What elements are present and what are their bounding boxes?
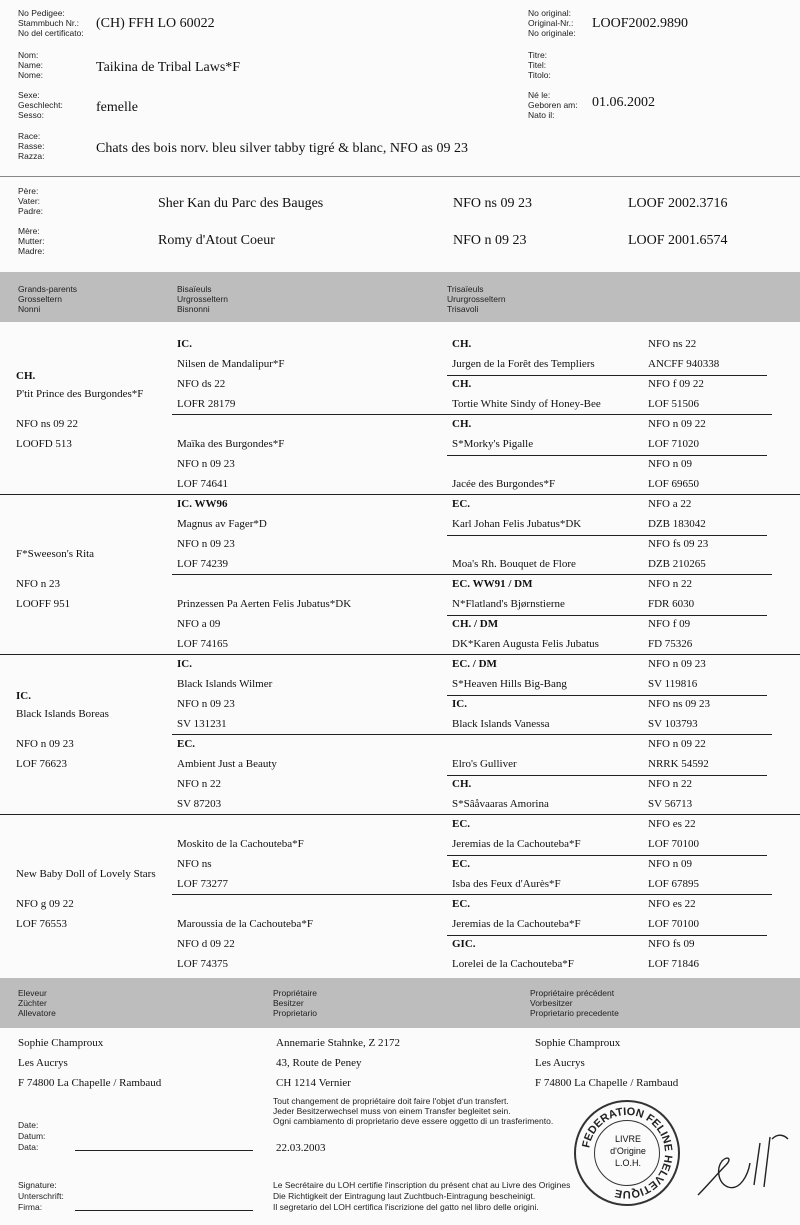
breeder-label-it: Allevatore [18,1008,56,1018]
ggg-parent-name: S*Morky's Pigalle [452,438,534,450]
great-grandparent-registration: LOF 74239 [177,558,229,570]
mother-registration: LOOF 2001.6574 [628,233,728,248]
name-label-de: Name: [18,60,44,70]
stamp-ring-text: FEDERATION FELINE HELVETIQUE [580,1105,675,1201]
owner-line-2: 43, Route de Peney [276,1057,362,1069]
grandparent-title: IC. [16,690,31,702]
grandparent-title: CH. [16,370,36,382]
date-label-it: Data: [18,1142,39,1152]
prev-owner-label-fr: Propriétaire précédent [530,988,615,998]
grandparent-name: Black Islands Boreas [16,708,109,720]
race-label-de: Rasse: [18,141,45,151]
certify-note-fr: Le Secrétaire du LOH certifie l'inscription du présent chat au Livre des Origines [273,1180,571,1190]
grandparent-block-divider [0,494,800,495]
great-grandparent-registration: LOF 74375 [177,958,229,970]
signature-label-fr: Signature: [18,1180,57,1190]
race-label-fr: Race: [18,131,41,141]
date-line [75,1150,253,1151]
prev-owner-line-1: Sophie Champroux [535,1037,621,1049]
mother-ems: NFO n 09 23 [453,233,527,248]
great-grandparent-name: Black Islands Wilmer [177,678,273,690]
transfer-note-fr: Tout changement de propriétaire doit faire l'objet d'un transfert. [273,1096,509,1106]
ggg-parent-title: EC. [452,818,471,830]
gp-label-fr: Grands-parents [18,284,78,294]
ggg-parent-ems: NFO n 09 22 [648,418,706,430]
header-divider [0,176,800,177]
ggg-parent-divider [447,535,767,536]
ggg-parent-ems: NFO n 09 [648,858,693,870]
owner-label-it: Proprietario [273,1008,317,1018]
great-grandparent-name: Maroussia de la Cachouteba*F [177,918,313,930]
sex-label-fr: Sexe: [18,90,40,100]
great-grandparent-ems: NFO a 09 [177,618,221,630]
grandparent-block-divider [0,814,800,815]
ggg-parent-name: N*Flatland's Bjørnstierne [452,598,565,610]
great-grandparent-name: Prinzessen Pa Aerten Felis Jubatus*DK [177,598,352,610]
original-label-it: No originale: [528,28,576,38]
ggg-parent-title: CH. / DM [452,618,499,630]
transfer-note-de: Jeder Besitzerwechsel muss von einem Transfer begleitet sein. [273,1106,511,1116]
grandparent-name: P'tit Prince des Burgondes*F [16,388,144,400]
ggg-parent-registration: SV 119816 [648,678,698,690]
ggg-parent-divider [447,935,767,936]
pedigree-label-de: Stammbuch Nr.: [18,18,79,28]
ggg-parent-registration: DZB 183042 [648,518,706,530]
grandparent-name: F*Sweeson's Rita [16,548,95,560]
grandparent-ems: NFO g 09 22 [16,898,74,910]
breeder-label-de: Züchter [18,998,47,1008]
ggg-parent-ems: NFO ns 22 [648,338,697,350]
ggg-parent-ems: NFO n 22 [648,578,693,590]
ggg-parent-title: EC. / DM [452,658,497,670]
great-grandparent-registration: LOF 74641 [177,478,229,490]
name-label-fr: Nom: [18,50,39,60]
stamp-text-1: LIVRE [614,1134,641,1144]
owner-label-fr: Propriétaire [273,988,317,998]
ggg-parent-name: Jurgen de la Forêt des Templiers [452,358,595,370]
cat-sex: femelle [96,100,138,115]
stamp-inner-circle [594,1120,660,1186]
ggg-parent-title: IC. [452,698,467,710]
title-label-fr: Titre: [528,50,548,60]
great-grandparent-registration: SV 87203 [177,798,222,810]
great-grandparent-name: Maïka des Burgondes*F [177,438,285,450]
great-grandparent-ems: NFO n 09 23 [177,698,235,710]
great-grandparent-registration: SV 131231 [177,718,227,730]
pedigree-label-fr: No Pedigee: [18,8,65,18]
ggg-parent-registration: SV 103793 [648,718,698,730]
ggg-parent-divider [447,695,767,696]
ggg-parent-ems: NFO ns 09 23 [648,698,711,710]
ggg-parent-registration: DZB 210265 [648,558,706,570]
ggg-parent-registration: LOF 51506 [648,398,700,410]
ggg-parent-ems: NFO n 09 22 [648,738,706,750]
date-label-fr: Date: [18,1120,39,1130]
grandparent-ems: NFO ns 09 22 [16,418,79,430]
ggg-parent-divider [447,775,767,776]
ggg-parent-registration: LOF 71020 [648,438,700,450]
grandparent-registration: LOOFD 513 [16,438,72,450]
ggg-parent-name: Lorelei de la Cachouteba*F [452,958,574,970]
ggg-parent-name: Elro's Gulliver [452,758,517,770]
great-grandparent-ems: NFO n 09 23 [177,458,235,470]
ggg-parent-registration: LOF 71846 [648,958,700,970]
great-grandparent-name: Magnus av Fager*D [177,518,267,530]
mother-label-fr: Mère: [18,226,40,236]
father-label-it: Padre: [18,206,44,216]
race-label-it: Razza: [18,151,45,161]
ggg-parent-ems: NFO n 09 [648,458,693,470]
breeder-label-fr: Eleveur [18,988,47,998]
grandparent-ems: NFO n 23 [16,578,61,590]
stamp-text-2: d'Origine [610,1146,646,1156]
ggg-parent-registration: LOF 67895 [648,878,700,890]
handwritten-signature [688,1125,793,1210]
great-grandparent-divider [172,414,772,415]
father-name: Sher Kan du Parc des Bauges [158,196,324,211]
great-grandparent-registration: LOF 74165 [177,638,229,650]
ggg-parent-name: DK*Karen Augusta Felis Jubatus [452,638,599,650]
father-registration: LOOF 2002.3716 [628,196,728,211]
ggg-parent-registration: FD 75326 [648,638,693,650]
ggg-parent-ems: NFO n 09 23 [648,658,706,670]
great-grandparent-name: Ambient Just a Beauty [177,758,277,770]
mother-label-de: Mutter: [18,236,45,246]
father-ems: NFO ns 09 23 [453,196,532,211]
grandparent-registration: LOF 76623 [16,758,68,770]
pedigree-label-it: No del certificato: [18,28,84,38]
certify-note-de: Die Richtigkeit der Eintragung laut Zuchtbuch-Eintragung bescheinigt. [273,1191,536,1201]
issue-date: 22.03.2003 [276,1142,326,1154]
great-grandparent-title: IC. [177,338,192,350]
ggp-label-it: Bisnonni [177,304,210,314]
great-grandparent-divider [172,734,772,735]
gp-label-de: Grosseltern [18,294,62,304]
signature-line [75,1210,253,1211]
breeder-line-3: F 74800 La Chapelle / Rambaud [18,1077,162,1089]
grandparent-registration: LOOFF 951 [16,598,71,610]
certify-note-it: Il segretario del LOH certifica l'iscrizione del gatto nel libro delle origini. [273,1202,539,1212]
prev-owner-label-it: Proprietario precedente [530,1008,619,1018]
ggg-parent-registration: ANCFF 940338 [648,358,720,370]
great-grandparent-ems: NFO n 09 23 [177,538,235,550]
ggp-label-fr: Bisaïeuls [177,284,212,294]
ggg-parent-name: Tortie White Sindy of Honey-Bee [452,398,601,410]
grandparent-registration: LOF 76553 [16,918,68,930]
ggp-label-de: Urgrosseltern [177,294,229,304]
cat-name: Taikina de Tribal Laws*F [96,60,241,75]
ggg-parent-title: CH. [452,418,472,430]
ggg-parent-name: S*Heaven Hills Big-Bang [452,678,567,690]
sex-label-de: Geschlecht: [18,100,63,110]
ggg-parent-registration: SV 56713 [648,798,693,810]
ggg-parent-title: CH. [452,338,472,350]
mother-name: Romy d'Atout Coeur [158,233,275,248]
great-grandparent-title: EC. [177,738,196,750]
breeder-line-1: Sophie Champroux [18,1037,104,1049]
gp-label-it: Nonni [18,304,41,314]
ggg-parent-name: Moa's Rh. Bouquet de Flore [452,558,576,570]
signature-label-de: Unterschrift: [18,1191,64,1201]
ggg-parent-registration: NRRK 54592 [648,758,709,770]
great-grandparent-ems: NFO d 09 22 [177,938,235,950]
ggg-parent-ems: NFO f 09 22 [648,378,704,390]
title-label-it: Titolo: [528,70,551,80]
born-label-fr: Né le: [528,90,551,100]
ggg-parent-ems: NFO fs 09 [648,938,695,950]
title-label-de: Titel: [528,60,547,70]
sex-label-it: Sesso: [18,110,44,120]
ggg-parent-name: Jacée des Burgondes*F [452,478,556,490]
owner-line-3: CH 1214 Vernier [276,1077,351,1089]
grandparent-ems: NFO n 09 23 [16,738,74,750]
birth-date: 01.06.2002 [592,95,655,110]
footer-header-band [0,978,800,1028]
ggg-parent-divider [447,615,767,616]
ggg-parent-name: Black Islands Vanessa [452,718,550,730]
ggg-parent-name: Karl Johan Felis Jubatus*DK [452,518,582,530]
owner-line-1: Annemarie Stahnke, Z 2172 [276,1037,401,1049]
great-grandparent-divider [172,574,772,575]
ggg-parent-registration: LOF 69650 [648,478,700,490]
ggg-parent-title: EC. [452,858,471,870]
ggg-parent-registration: FDR 6030 [648,598,695,610]
gggp-label-de: Ururgrosseltern [447,294,506,304]
ggg-parent-title: CH. [452,378,472,390]
ggg-parent-title: EC. [452,898,471,910]
ggg-parent-divider [447,375,767,376]
breeder-line-2: Les Aucrys [18,1057,68,1069]
ggg-parent-title: GIC. [452,938,476,950]
name-label-it: Nome: [18,70,44,80]
breed-description: Chats des bois norv. bleu silver tabby tigré & blanc, NFO as 09 23 [96,141,468,156]
prev-owner-line-3: F 74800 La Chapelle / Rambaud [535,1077,679,1089]
gggp-label-it: Trisavoli [447,304,479,314]
ancestry-header-band [0,272,800,322]
ggg-parent-registration: LOF 70100 [648,918,700,930]
ggg-parent-title: EC. [452,498,471,510]
transfer-note-it: Ogni cambiamento di proprietario deve essere oggetto di un trasferimento. [273,1116,554,1126]
signature-label-it: Firma: [18,1202,43,1212]
original-label-fr: No original: [528,8,571,18]
ggg-parent-ems: NFO fs 09 23 [648,538,709,550]
great-grandparent-registration: LOF 73277 [177,878,229,890]
ggg-parent-name: S*Sâåvaaras Amorina [452,798,549,810]
pedigree-number: (CH) FFH LO 60022 [96,16,215,31]
great-grandparent-title: IC. WW96 [177,498,228,510]
great-grandparent-name: Moskito de la Cachouteba*F [177,838,304,850]
ggg-parent-registration: LOF 70100 [648,838,700,850]
ggg-parent-title: EC. WW91 / DM [452,578,533,590]
original-label-de: Original-Nr.: [528,18,574,28]
father-label-fr: Père: [18,186,39,196]
ggg-parent-ems: NFO es 22 [648,818,696,830]
ggg-parent-ems: NFO es 22 [648,898,696,910]
gggp-label-fr: Trisaïeuls [447,284,484,294]
official-stamp [574,1100,680,1206]
great-grandparent-registration: LOFR 28179 [177,398,236,410]
great-grandparent-ems: NFO ns [177,858,212,870]
great-grandparent-ems: NFO n 22 [177,778,222,790]
grandparent-name: New Baby Doll of Lovely Stars [16,868,156,880]
grandparent-block-divider [0,654,800,655]
ggg-parent-divider [447,855,767,856]
great-grandparent-name: Nilsen de Mandalipur*F [177,358,285,370]
ggg-parent-title: CH. [452,778,472,790]
ggg-parent-ems: NFO a 22 [648,498,692,510]
prev-owner-label-de: Vorbesitzer [530,998,573,1008]
ggg-parent-name: Jeremias de la Cachouteba*F [452,838,581,850]
father-label-de: Vater: [18,196,41,206]
ggg-parent-ems: NFO f 09 [648,618,691,630]
born-label-it: Nato il: [528,110,555,120]
great-grandparent-title: IC. [177,658,192,670]
born-label-de: Geboren am: [528,100,578,110]
great-grandparent-divider [172,894,772,895]
original-number: LOOF2002.9890 [592,16,689,31]
mother-label-it: Madre: [18,246,45,256]
ggg-parent-ems: NFO n 22 [648,778,693,790]
owner-label-de: Besitzer [273,998,304,1008]
date-label-de: Datum: [18,1131,46,1141]
stamp-text-3: L.O.H. [614,1158,641,1168]
ggg-parent-name: Isba des Feux d'Aurès*F [452,878,561,890]
ggg-parent-name: Jeremias de la Cachouteba*F [452,918,581,930]
ggg-parent-divider [447,455,767,456]
prev-owner-line-2: Les Aucrys [535,1057,585,1069]
great-grandparent-ems: NFO ds 22 [177,378,226,390]
